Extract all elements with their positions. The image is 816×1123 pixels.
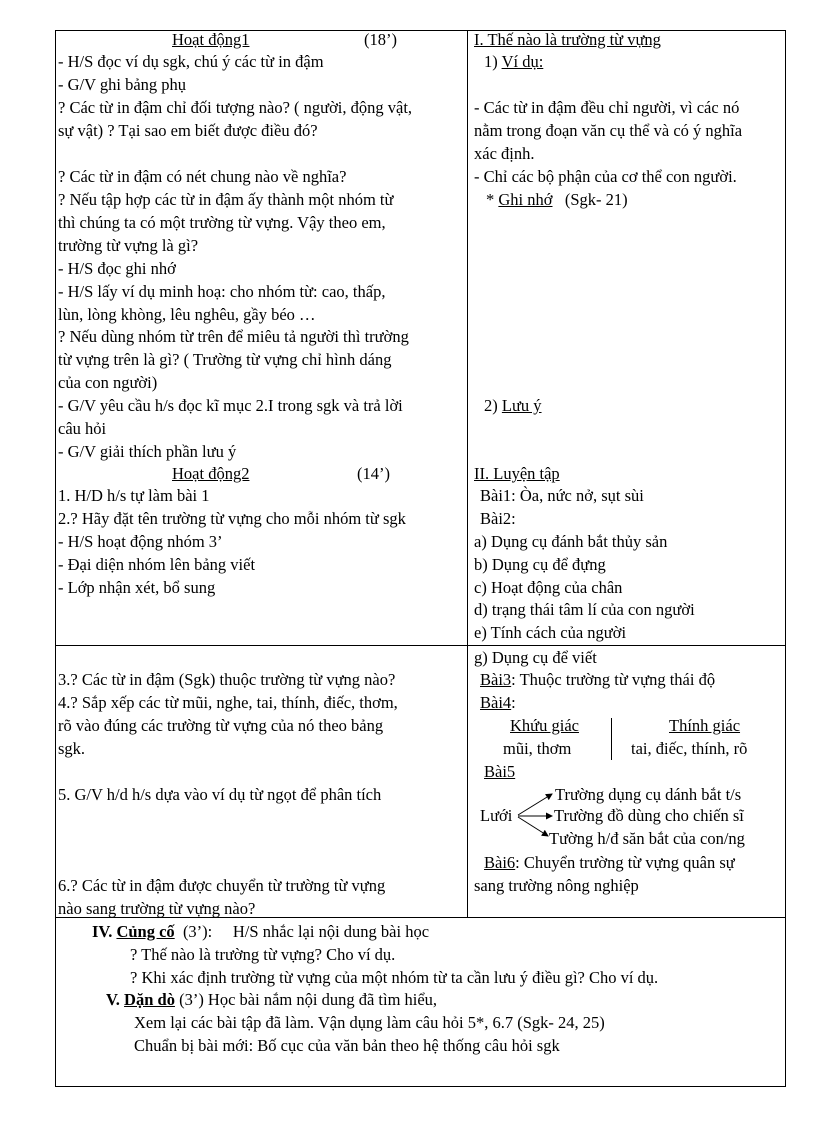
cung-co: IV. Củng cố (3’): H/S nhắc lại nội dung bài học <box>92 922 430 941</box>
hd1-title: Hoạt động1 <box>172 30 250 49</box>
left-line: ? Nếu tập hợp các từ in đậm ấy thành một nhóm từ <box>58 190 394 209</box>
left-line: - Đại diện nhóm lên bảng viết <box>58 555 256 574</box>
luoi-label: Lưới <box>480 806 513 825</box>
bottom-line: ? Thế nào là trường từ vựng? Cho ví dụ. <box>130 945 396 964</box>
arrow-up <box>518 794 552 815</box>
left-line: của con người) <box>58 373 158 392</box>
left-line: - H/S đọc ví dụ sgk, chú ý các từ in đậm <box>58 52 324 71</box>
left-line: 6.? Các từ in đậm được chuyển từ trường từ vựng <box>58 876 386 895</box>
vidu-heading: 1) Ví dụ: <box>484 52 544 71</box>
right-line: nằm trong đoạn văn cụ thể và có ý nghĩa <box>474 121 743 140</box>
khuu-giac-words: mũi, thơm <box>503 739 572 758</box>
bai3: Bài3: Thuộc trường từ vựng thái độ <box>480 670 716 689</box>
left-line: ? Các từ in đậm có nét chung nào về nghĩa? <box>58 167 347 186</box>
bai5-branch: Trường đồ dùng cho chiến sĩ <box>554 806 744 825</box>
right-line: - Chỉ các bộ phận của cơ thể con người. <box>474 167 737 186</box>
ghinho-line: * Ghi nhớ (Sgk- 21) <box>486 190 628 209</box>
right-line: sang trường nông nghiệp <box>474 876 639 895</box>
left-line: ? Nếu dùng nhóm từ trên để miêu tả người thì trường <box>58 327 409 346</box>
bottom-line: Xem lại các bài tập đã làm. Vận dụng làm câu hỏi 5*, 6.7 (Sgk- 24, 25) <box>134 1013 605 1032</box>
left-line: lùn, lòng khòng, lêu nghêu, gầy béo … <box>58 305 316 324</box>
right-line: xác định. <box>474 144 535 163</box>
bai5-heading: Bài5 <box>484 762 516 781</box>
bai2-item: c) Hoạt động của chân <box>474 578 623 597</box>
bai5-branch: Trường dụng cụ dánh bắt t/s <box>555 785 742 804</box>
arrow-down <box>518 817 548 836</box>
left-line: - G/V yêu cầu h/s đọc kĩ mục 2.I trong sgk và trả lời <box>58 396 403 415</box>
left-line: - Lớp nhận xét, bổ sung <box>58 578 216 597</box>
left-line: ? Các từ in đậm chỉ đối tượng nào? ( người, động vật, <box>58 98 413 117</box>
left-line: - H/S hoạt động nhóm 3’ <box>58 532 223 551</box>
bai4-heading: Bài4: <box>480 693 516 712</box>
left-line: sự vật) ? Tại sao em biết được điều đó? <box>58 121 318 140</box>
bai2-item: b) Dụng cụ để đựng <box>474 555 606 574</box>
left-line: trường từ vựng là gì? <box>58 236 199 255</box>
dan-do: V. Dặn dò (3’) Học bài nắm nội dung đã tìm hiểu, <box>106 990 438 1009</box>
bai2-item: e) Tính cách của người <box>474 623 627 642</box>
bai5-branch: Tường h/đ săn bắt của con/ng <box>549 829 745 848</box>
left-line: sgk. <box>58 739 86 758</box>
bottom-line: ? Khi xác định trường từ vựng của một nhóm từ ta cần lưu ý điều gì? Cho ví dụ. <box>130 968 659 987</box>
left-line: nào sang trường từ vựng nào? <box>58 899 256 918</box>
bottom-line: Chuẩn bị bài mới: Bố cục của văn bản theo hệ thống câu hỏi sgk <box>134 1036 560 1055</box>
left-line: 2.? Hãy đặt tên trường từ vựng cho mỗi nhóm từ sgk <box>58 509 406 528</box>
hd2-title: Hoạt động2 <box>172 464 250 483</box>
left-line: - G/V ghi bảng phụ <box>58 75 187 94</box>
bai2-item: g) Dụng cụ để viết <box>474 648 597 667</box>
khuu-giac-header: Khứu giác <box>510 716 579 735</box>
left-line: rõ vào đúng các trường từ vựng của nó theo bảng <box>58 716 384 735</box>
thinh-giac-header: Thính giác <box>669 716 741 735</box>
left-line: câu hỏi <box>58 419 107 438</box>
hd2-time: (14’) <box>357 464 390 483</box>
bai2: Bài2: <box>480 509 516 528</box>
right-line: - Các từ in đậm đều chỉ người, vì các nó <box>474 98 740 117</box>
hd1-time: (18’) <box>364 30 397 49</box>
bai2-item: d) trạng thái tâm lí của con người <box>474 600 695 619</box>
bai2-item: a) Dụng cụ đánh bắt thủy sản <box>474 532 668 551</box>
left-line: từ vựng trên là gì? ( Trường từ vựng chỉ hình dáng <box>58 350 392 369</box>
left-line: 5. G/V h/d h/s dựa vào ví dụ từ ngọt để phân tích <box>58 785 382 804</box>
left-line: 4.? Sắp xếp các từ mũi, nghe, tai, thính, điếc, thơm, <box>58 693 398 712</box>
thinh-giac-words: tai, điếc, thính, rõ <box>631 739 748 758</box>
luuy-heading: 2) Lưu ý <box>484 396 542 415</box>
left-line: - H/S lấy ví dụ minh hoạ: cho nhóm từ: cao, thấp, <box>58 282 386 301</box>
section1-title: I. Thế nào là trường từ vựng <box>474 30 661 49</box>
left-line: 1. H/D h/s tự làm bài 1 <box>58 486 210 505</box>
bai6: Bài6: Chuyển trường từ vựng quân sự <box>484 853 735 872</box>
left-line: - G/V giải thích phần lưu ý <box>58 442 237 461</box>
section2-title: II. Luyện tập <box>474 464 560 483</box>
left-line: thì chúng ta có một trường từ vựng. Vậy theo em, <box>58 213 386 232</box>
left-line: 3.? Các từ in đậm (Sgk) thuộc trường từ vựng nào? <box>58 670 396 689</box>
left-line: - H/S đọc ghi nhớ <box>58 259 176 278</box>
bai1: Bài1: Òa, nức nở, sụt sùi <box>480 486 644 505</box>
